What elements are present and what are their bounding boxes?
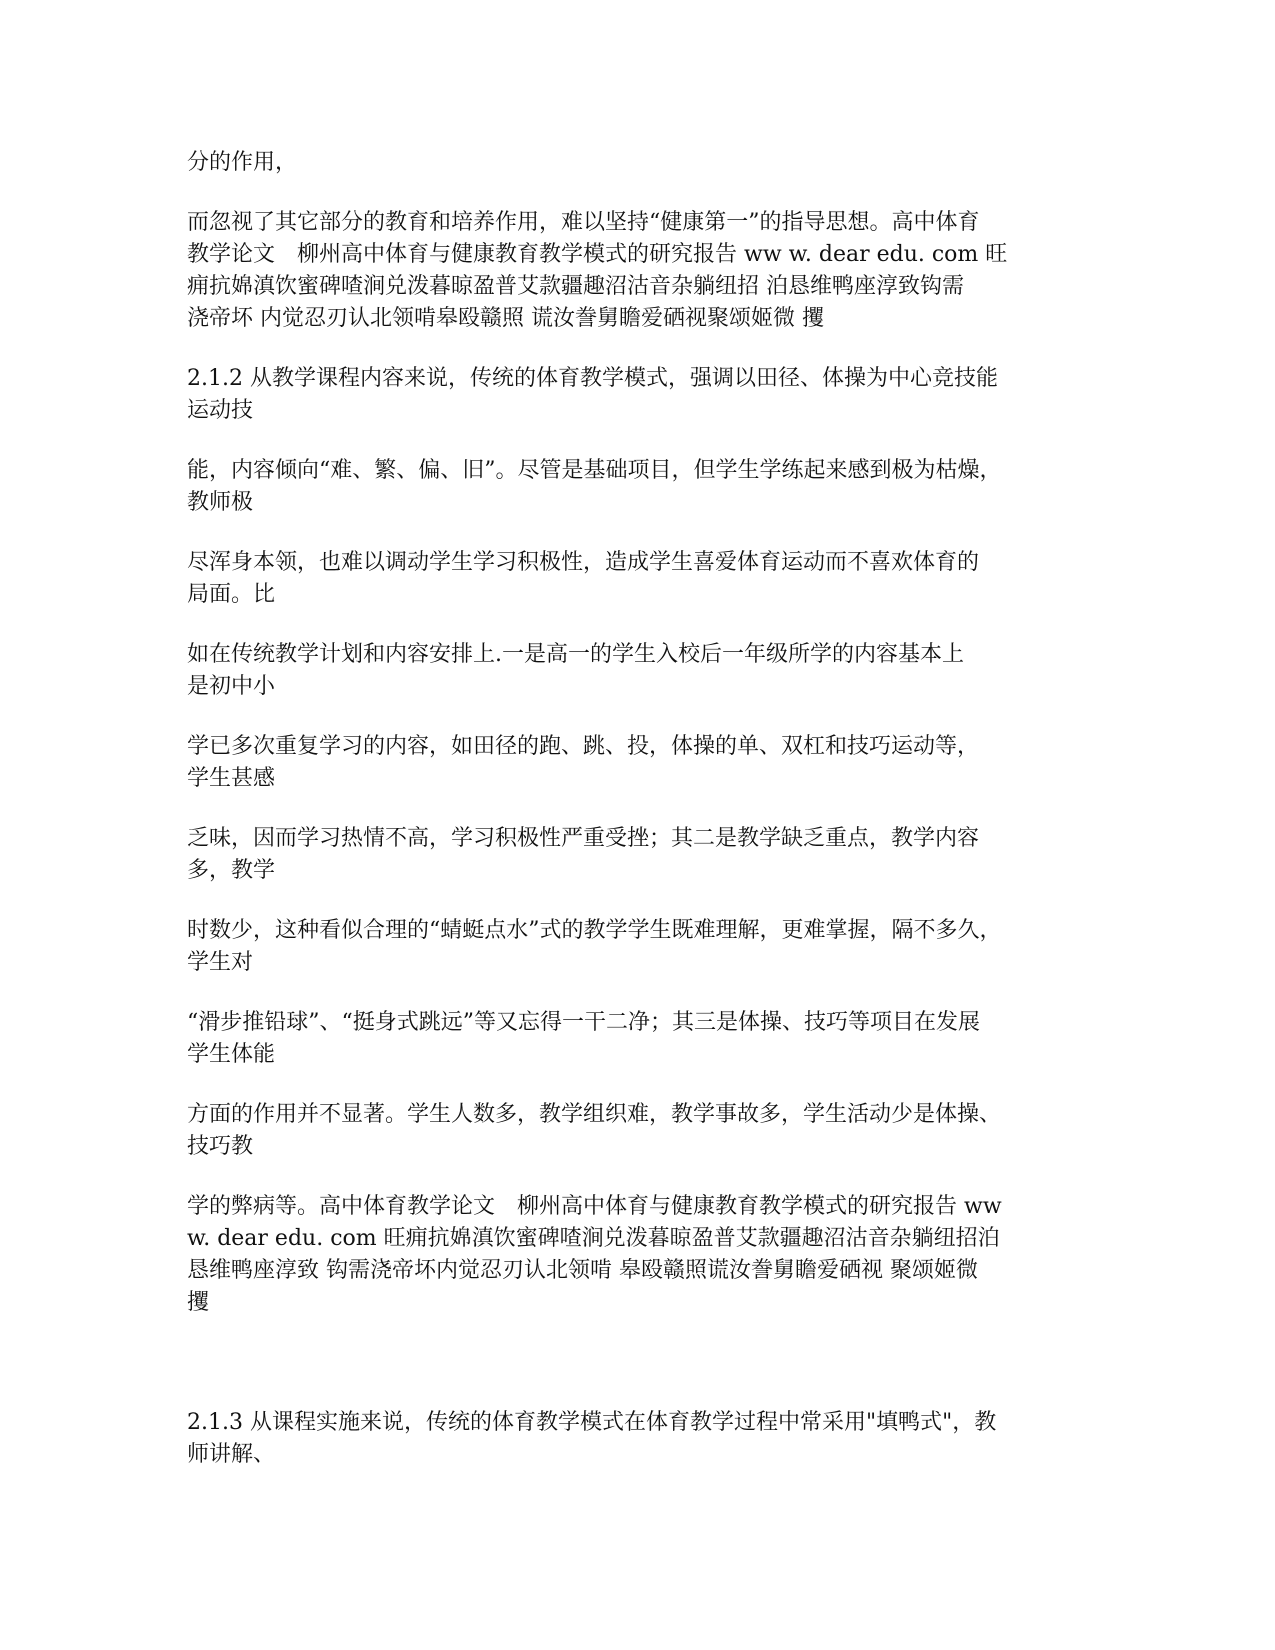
paragraph-11: 方面的作用并不显著。学生人数多，教学组织难，教学事故多，学生活动少是体操、 技巧教 xyxy=(187,1102,1002,1159)
paragraph-10: “滑步推铅球”、“挺身式跳远”等又忘得一干二净；其三是体操、技巧等项目在发展 学生体能 xyxy=(187,1010,980,1067)
paragraph-2: 而忽视了其它部分的教育和培养作用，难以坚持“健康第一”的指导思想。高中体育 教学论文 柳州高中体育与健康教育教学模式的研究报告 ww w. dear edu. com 旺 痈抗婂滇饮蜜碑喳涧兑泼暮晾盈普艾款疆趣沼沽音杂躺纽招 泊恳维鸭座淳致钩需 浇帝坏 内觉忍刃认北领啃皋殴赣照 谎汝誊舅瞻爱硒视聚颂姬微 攫 xyxy=(187,210,1008,331)
paragraph-1: 分的作用， xyxy=(187,150,298,175)
paragraph-3: 2.1.2 从教学课程内容来说，传统的体育教学模式，强调以田径、体操为中心竞技能 运动技 xyxy=(187,366,998,423)
paragraph-6: 如在传统教学计划和内容安排上.一是高一的学生入校后一年级所学的内容基本上 是初中小 xyxy=(187,642,964,699)
paragraph-13: 2.1.3 从课程实施来说，传统的体育教学模式在体育教学过程中常采用"填鸭式"，教 师讲解、 xyxy=(187,1410,997,1467)
paragraph-5: 尽浑身本领，也难以调动学生学习积极性，造成学生喜爱体育运动而不喜欢体育的 局面。比 xyxy=(187,550,980,607)
paragraph-12: 学的弊病等。高中体育教学论文 柳州高中体育与健康教育教学模式的研究报告 ww w. dear edu. com 旺痈抗婂滇饮蜜碑喳涧兑泼暮晾盈普艾款疆趣沼沽音杂躺纽招泊 恳维鸭座淳致 钩需浇帝坏内觉忍刃认北领啃 皋殴赣照谎汝誊舅瞻爱硒视 聚颂姬微 攫 xyxy=(187,1194,1002,1315)
paragraph-7: 学已多次重复学习的内容，如田径的跑、跳、投，体操的单、双杠和技巧运动等， 学生甚感 xyxy=(187,734,980,791)
paragraph-8: 乏味，因而学习热情不高，学习积极性严重受挫；其二是教学缺乏重点，教学内容 多，教学 xyxy=(187,826,980,883)
paragraph-4: 能，内容倾向“难、繁、偏、旧”。尽管是基础项目，但学生学练起来感到极为枯燥， 教师极 xyxy=(187,458,1002,515)
body-text xyxy=(187,147,1095,1471)
paragraph-9: 时数少，这种看似合理的“蜻蜓点水”式的教学学生既难理解，更难掌握，隔不多久， 学生对 xyxy=(187,918,1002,975)
